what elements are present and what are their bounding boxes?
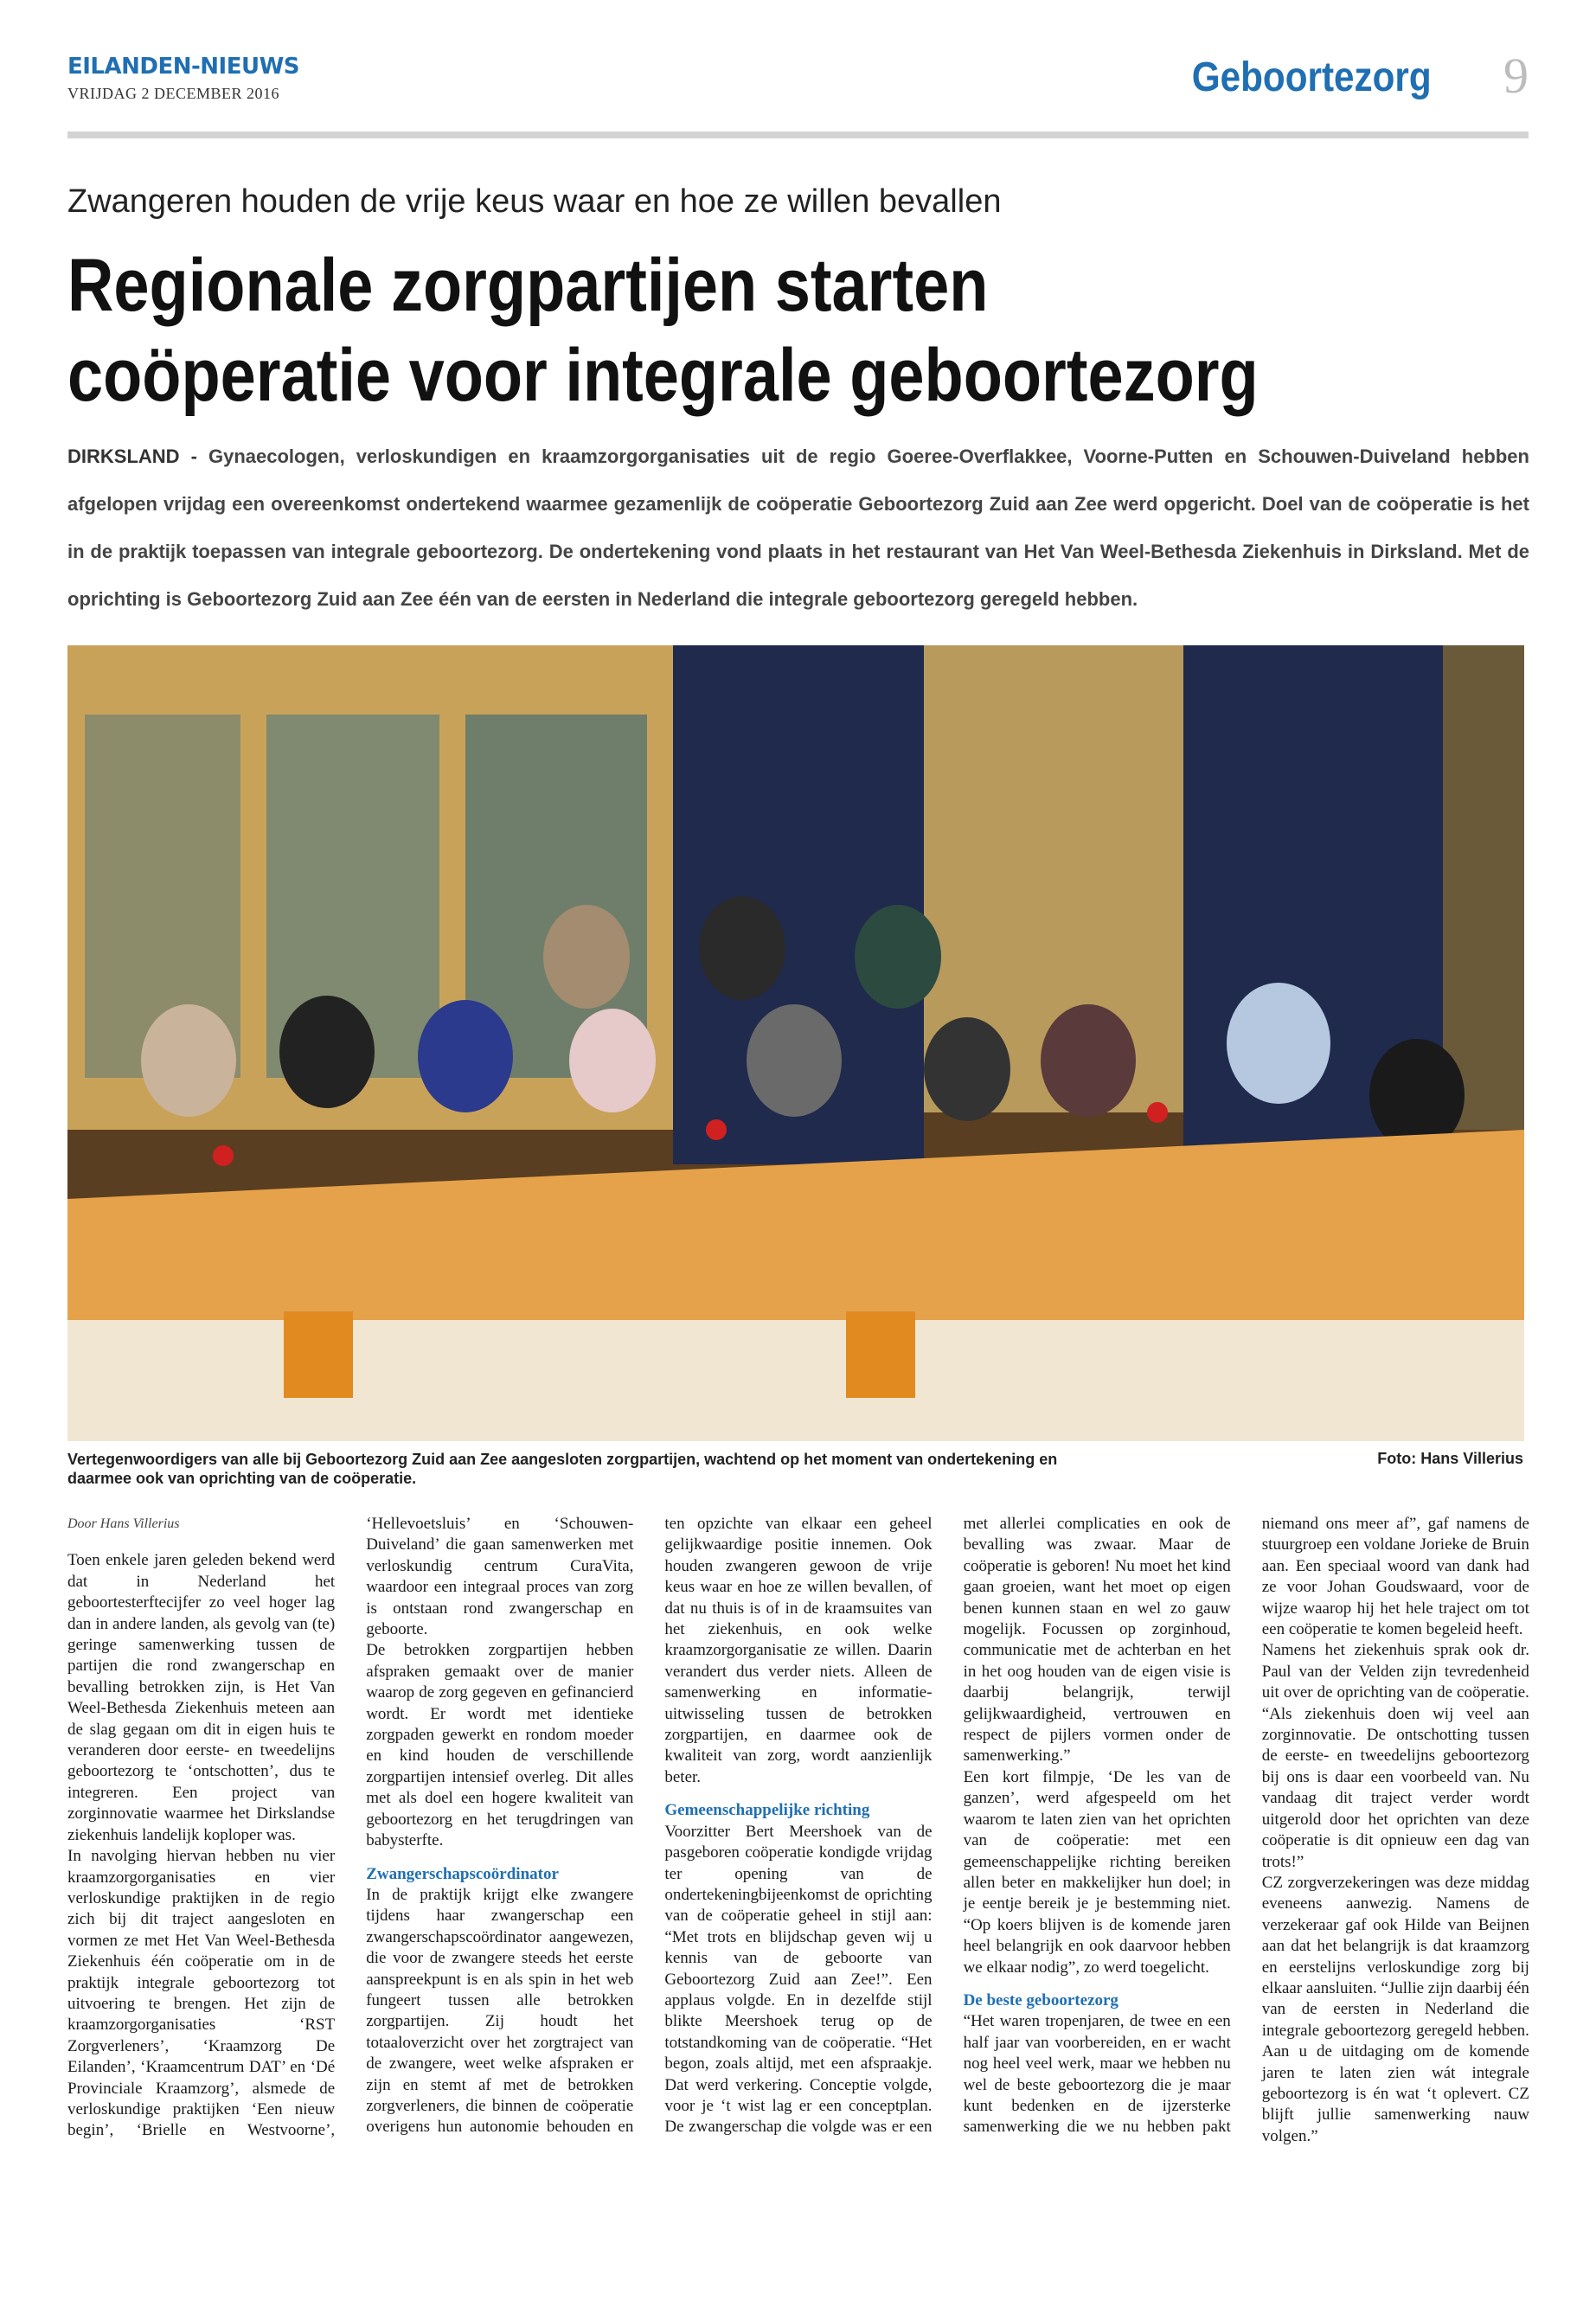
article-headline: Regionale zorgpartijen starten coöperatie voor integrale geboortezorg	[67, 244, 1259, 417]
photo-caption: Vertegenwoordigers van alle bij Geboortezorg Zuid aan Zee aangesloten zorgpartijen, wachtend op het moment van ondertekening en daarmee ook van oprichting van de coöperatie.	[67, 1451, 1058, 1487]
body-paragraph: Toen enkele jaren geleden bekend werd dat in Nederland het geboortesterftecijfer zo veel hoger lag dan in andere landen, als gevolg van (te) geringe samenwerking tussen de partijen die rond zwangerschap en bevalling betrokken zijn, is Het Van Weel-Bethesda Ziekenhuis meteen aan de slag gegaan om dit in eigen huis te veranderen door eerste- en tweedelijns geboortezorg te ‘ontschotten’, dus te integreren. Een project van zorginnovatie waarmee het Dirkslandse ziekenhuis landelijk koploper was.	[67, 1551, 336, 1844]
lead-text: Gynaecologen, verloskundigen en kraamzorgorganisaties uit de regio Goeree-Overflakkee, Voorne-Putten en Schouwen-Duiveland hebben afgelopen vrijdag een overeenkomst ondertekend waarmee gezamenlijk de coöperatie Geboortezorg Zuid aan Zee werd opgericht. Doel van de coöperatie is het in de praktijk toepassen van integrale geboortezorg. De ondertekening vond plaats in het restaurant van Het Van Weel-Bethesda Ziekenhuis in Dirksland. Met de oprichting is Geboortezorg Zuid aan Zee één van de eersten in Nederland die integrale geboortezorg geregeld hebben.	[67, 445, 1529, 610]
body-paragraph: In de praktijk krijgt elke zwangere tijdens haar zwangerschap een zwangerschapscoördinator aangewezen, die voor de zwangere steeds het eerste aanspreekpunt is en als spin in het web fungeert tussen alle betrokken zorgpartijen. Zij houdt het totaaloverzicht over het zorgtraject van de zwangere, weet welke afspraken er zijn en stemt af met de betrokken zorgverleners, die binnen de coöperatie overigens hun autonomie behouden en ten opzichte van elkaar een geheel gelijkwaardige positie innemen. Ook houden zwangeren gewoon de vrije keus waar en hoe ze willen bevallen, of dat nu thuis is of in de kraamsuites van het ziekenhuis, en ook welke kraamzorgorganisatie ze willen. Daarin verandert dus verder niets. Alleen de samenwerking en informatie-uitwisseling tussen de betrokken zorgpartijen, en daarmee ook de kwaliteit van zorg, wordt aanzienlijk beter.	[366, 1515, 933, 2137]
page-number: 9	[1503, 48, 1529, 104]
byline: Door Hans Villerius	[67, 1516, 180, 1531]
photo-credit: Foto: Hans Villerius	[1377, 1450, 1523, 1467]
article-body	[67, 1514, 1529, 2275]
body-paragraph: CZ zorgverzekeringen was deze middag eveneens aanwezig. Namens de verzekeraar gaf ook Hilde van Beijnen aan dat het belangrijk is dat kraamzorg en eerstelijns verloskundige zorg bij elkaar aansluiten. “Jullie zijn daarbij één van de eersten in Nederland die integrale geboortezorg geregeld hebben. Aan u de uitdaging om de komende jaren te laten zien wát integrale geboortezorg is én wat ‘t oplevert. CZ blijft jullie samenwerking nauw volgen.”	[1261, 1873, 1529, 2145]
body-paragraph: Namens het ziekenhuis sprak ook dr. Paul van der Velden zijn tevredenheid uit over de oprichting van de coöperatie. “Als ziekenhuis doen wij veel aan zorginnovatie. De ontschotting tussen de eerste- en tweedelijns geboortezorg bij ons is daar een voorbeeld van. Nu vandaag dit traject verder wordt uitgerold door het oprichten van deze coöperatie is dit opnieuw een dag van trots!”	[1261, 1641, 1529, 1871]
masthead-logo: EILANDEN-NIEUWS	[67, 54, 299, 80]
group-photo-illustration	[67, 645, 1524, 1441]
body-paragraph: Een kort filmpje, ‘De les van de ganzen’, werd afgespeeld om het waarom te laten zien van het oprichten van de coöperatie: met een gemeenschappelijke richting bereiken allen beter en makkelijker hun doel; in je eentje bereik je je bestemming niet. “Op koers blijven is de komende jaren heel belangrijk en ook daarvoor hebben we elkaar nodig”, zo werd toegelicht.	[963, 1767, 1231, 1977]
subhead: Gemeenschappelijke richting	[664, 1801, 870, 1820]
body-paragraph: De betrokken zorgpartijen hebben afspraken gemaakt over de manier waarop de zorg gegeven en gefinancierd wordt. Er wordt met identieke zorgpaden gewerkt en rondom moeder en kind houden de verschillende zorgpartijen intensief overleg. Dit alles met als doel een hogere kwaliteit van geboortezorg en het terugdringen van babysterfte.	[366, 1641, 634, 1850]
top-rule	[67, 131, 1529, 138]
article-kicker: Zwangeren houden de vrije keus waar en hoe ze willen bevallen	[67, 183, 1002, 220]
article-lead	[67, 433, 1529, 623]
article-photo	[67, 645, 1524, 1441]
subhead: De beste geboortezorg	[963, 1990, 1118, 2009]
body-paragraph: “Het waren tropenjaren, de twee en een half jaar van voorbereiden, en er wacht nog heel veel werk, maar we hebben nu wel de beste geboortezorg die je maar kunt bedenken en de ijzersterke samenwerking die we nu hebben pakt niemand ons meer af”, gaf namens de stuurgroep een voldane Jorieke de Bruin aan. Een speciaal woord van dank had ze voor Johan Goudswaard, voor de wijze waarop hij het hele traject om tot een coöperatie te komen begeleid heeft.	[963, 1515, 1529, 2137]
section-name: Geboortezorg	[1192, 54, 1432, 100]
masthead-date: VRIJDAG 2 DECEMBER 2016	[67, 85, 280, 102]
lead-place: DIRKSLAND -	[67, 445, 197, 467]
subhead: Zwangerschapscoördinator	[366, 1864, 559, 1883]
body-paragraph: In navolging hiervan hebben nu vier kraamzorgorganisaties en vier verloskundige praktijken in de regio zich bij dit traject aangesloten en vormen ze met Het Van Weel-Bethesda Ziekenhuis één coöperatie om in de praktijk integrale geboortezorg tot uitvoering te brengen. Het zijn de kraamzorgorganisaties ‘RST Zorgverleners’, ‘Kraamzorg De Eilanden’, ‘Kraamcentrum DAT’ en ‘Dé Provinciale Kraamzorg’, alsmede de verloskundige praktijken ‘Een nieuw begin’, ‘Brielle en Westvoorne’, ‘Hellevoetsluis’ en ‘Schouwen-Duiveland’ die gaan samenwerken met verloskundig centrum CuraVita, waardoor een integraal proces van zorg is ontstaan rond zwangerschap en geboorte.	[67, 1515, 634, 2140]
body-paragraph: Voorzitter Bert Meershoek van de pasgeboren coöperatie kondigde vrijdag ter opening van de ondertekeningbijeenkomst de oprichting van de coöperatie geheel in stijl aan: “Met trots en blijdschap geven wij u kennis van de geboorte van Geboortezorg Zuid aan Zee!”. Een applaus volgde. En in dezelfde stijl blikte Meershoek terug op de totstandkoming van de coöperatie. “Het begon, zoals altijd, met een afspraakje. Dat werd verkering. Conceptie volgde, voor je ‘t wist lag er een conceptplan. De zwangerschap die volgde was er een met allerlei complicaties en ook de bevalling was zwaar. Maar de coöperatie is geboren! Nu moet het kind gaan groeien, want het moet op eigen benen kunnen staan en wel zo gauw mogelijk. Focussen op zorginhoud, communicatie met de achterban en het in het oog houden van de eigen visie is daarbij belangrijk, terwijl gelijkwaardigheid, vertrouwen en respect de pijlers vormen onder de samenwerking.”	[664, 1515, 1231, 2137]
